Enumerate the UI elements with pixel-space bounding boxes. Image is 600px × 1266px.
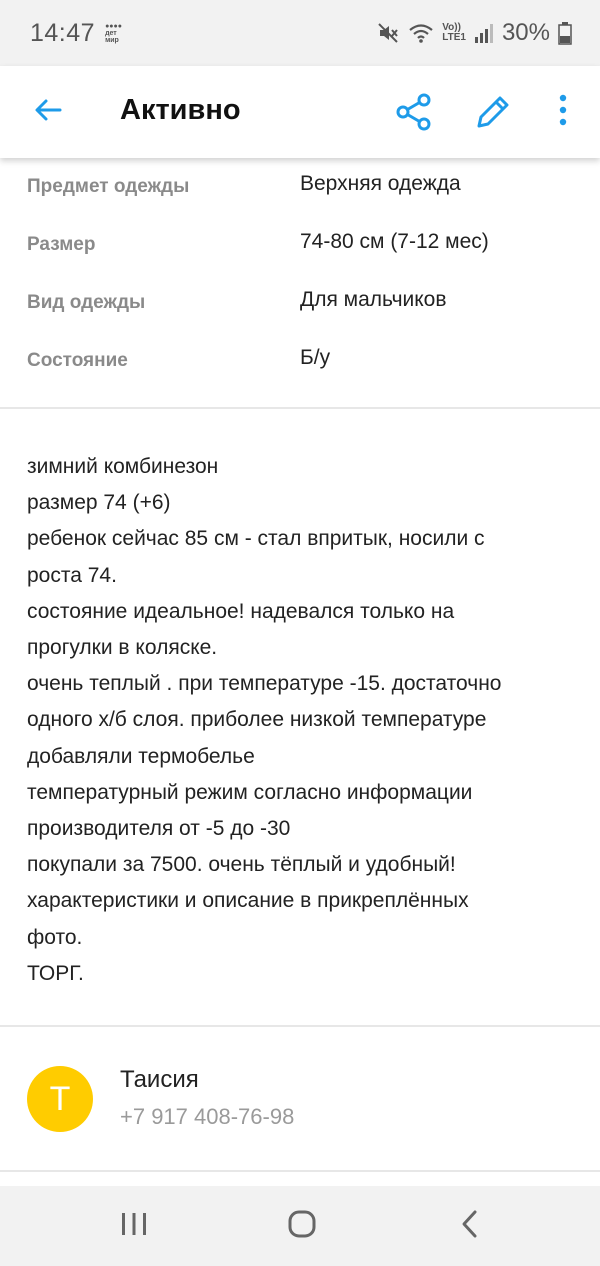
attribute-value: Верхняя одежда bbox=[300, 172, 461, 195]
back-arrow-icon bbox=[32, 94, 64, 131]
page-title: Активно bbox=[120, 94, 241, 126]
status-time: 14:47 bbox=[30, 18, 96, 47]
wifi-icon bbox=[408, 22, 434, 44]
avatar[interactable]: Т bbox=[27, 1066, 93, 1132]
description-line: состояние идеальное! надевался только на bbox=[27, 599, 455, 623]
attribute-label: Вид одежды bbox=[27, 292, 146, 313]
more-options-button[interactable] bbox=[548, 92, 578, 132]
attribute-value: Для мальчиков bbox=[300, 288, 447, 311]
share-icon bbox=[394, 119, 434, 136]
divider bbox=[0, 1025, 600, 1027]
description-line: фото. bbox=[27, 925, 83, 949]
attribute-label: Состояние bbox=[27, 350, 128, 371]
volte-icon bbox=[442, 23, 466, 43]
description-line: одного х/б слоя. приболее низкой температуре bbox=[27, 708, 487, 732]
divider bbox=[0, 407, 600, 409]
battery-icon bbox=[558, 21, 572, 45]
edit-button[interactable] bbox=[473, 92, 513, 132]
description-line: покупали за 7500. очень тёплый и удобный! bbox=[27, 853, 456, 877]
app-bar bbox=[0, 66, 600, 158]
attribute-value: 74-80 см (7-12 мес) bbox=[300, 230, 489, 253]
description-line: температурный режим согласно информации bbox=[27, 780, 473, 804]
description-line: размер 74 (+6) bbox=[27, 491, 171, 515]
carrier-line-2: мир bbox=[105, 36, 119, 44]
back-button[interactable] bbox=[28, 92, 68, 132]
listing-description bbox=[27, 449, 577, 992]
description-line: ТОРГ. bbox=[27, 961, 84, 985]
back-icon bbox=[458, 1209, 482, 1244]
seller-card[interactable] bbox=[0, 1028, 600, 1171]
description-line: роста 74. bbox=[27, 563, 117, 587]
attribute-label: Размер bbox=[27, 234, 96, 255]
status-icons bbox=[376, 19, 572, 47]
description-line: ребенок сейчас 85 см - стал впритык, носили с bbox=[27, 527, 485, 551]
signal-icon bbox=[474, 22, 494, 44]
home-icon bbox=[286, 1208, 318, 1245]
more-vert-icon bbox=[558, 94, 568, 131]
home-button[interactable] bbox=[280, 1206, 324, 1246]
description-line: производителя от -5 до -30 bbox=[27, 817, 291, 841]
system-nav-bar bbox=[0, 1186, 600, 1266]
status-bar bbox=[0, 0, 600, 66]
seller-phone[interactable]: +7 917 408-76-98 bbox=[120, 1104, 295, 1129]
attribute-row bbox=[0, 338, 600, 378]
system-back-button[interactable] bbox=[448, 1206, 492, 1246]
carrier-line-1: дет bbox=[105, 29, 117, 37]
recents-icon bbox=[119, 1210, 149, 1243]
recents-button[interactable] bbox=[112, 1206, 156, 1246]
seller-name: Таисия bbox=[120, 1066, 199, 1093]
attribute-row bbox=[0, 280, 600, 320]
battery-percent: 30% bbox=[501, 19, 550, 46]
description-line: добавляли термобелье bbox=[27, 744, 255, 768]
attribute-row bbox=[0, 222, 600, 262]
pencil-icon bbox=[473, 119, 513, 136]
description-line: очень теплый . при температуре -15. достаточно bbox=[27, 672, 502, 696]
carrier-logo bbox=[105, 20, 131, 46]
share-button[interactable] bbox=[394, 92, 434, 132]
description-line: зимний комбинезон bbox=[27, 455, 219, 478]
lte-label: LTE1 bbox=[442, 32, 466, 43]
attribute-row bbox=[0, 164, 600, 204]
divider bbox=[0, 1170, 600, 1172]
description-line: прогулки в коляске. bbox=[27, 636, 218, 660]
volte-label: Vo)) bbox=[442, 22, 461, 33]
carrier-dots: ●●●● bbox=[105, 22, 122, 30]
attribute-value: Б/у bbox=[300, 346, 331, 369]
attribute-label: Предмет одежды bbox=[27, 176, 190, 197]
mute-icon bbox=[376, 21, 400, 45]
description-line: характеристики и описание в прикреплённых bbox=[27, 889, 469, 913]
